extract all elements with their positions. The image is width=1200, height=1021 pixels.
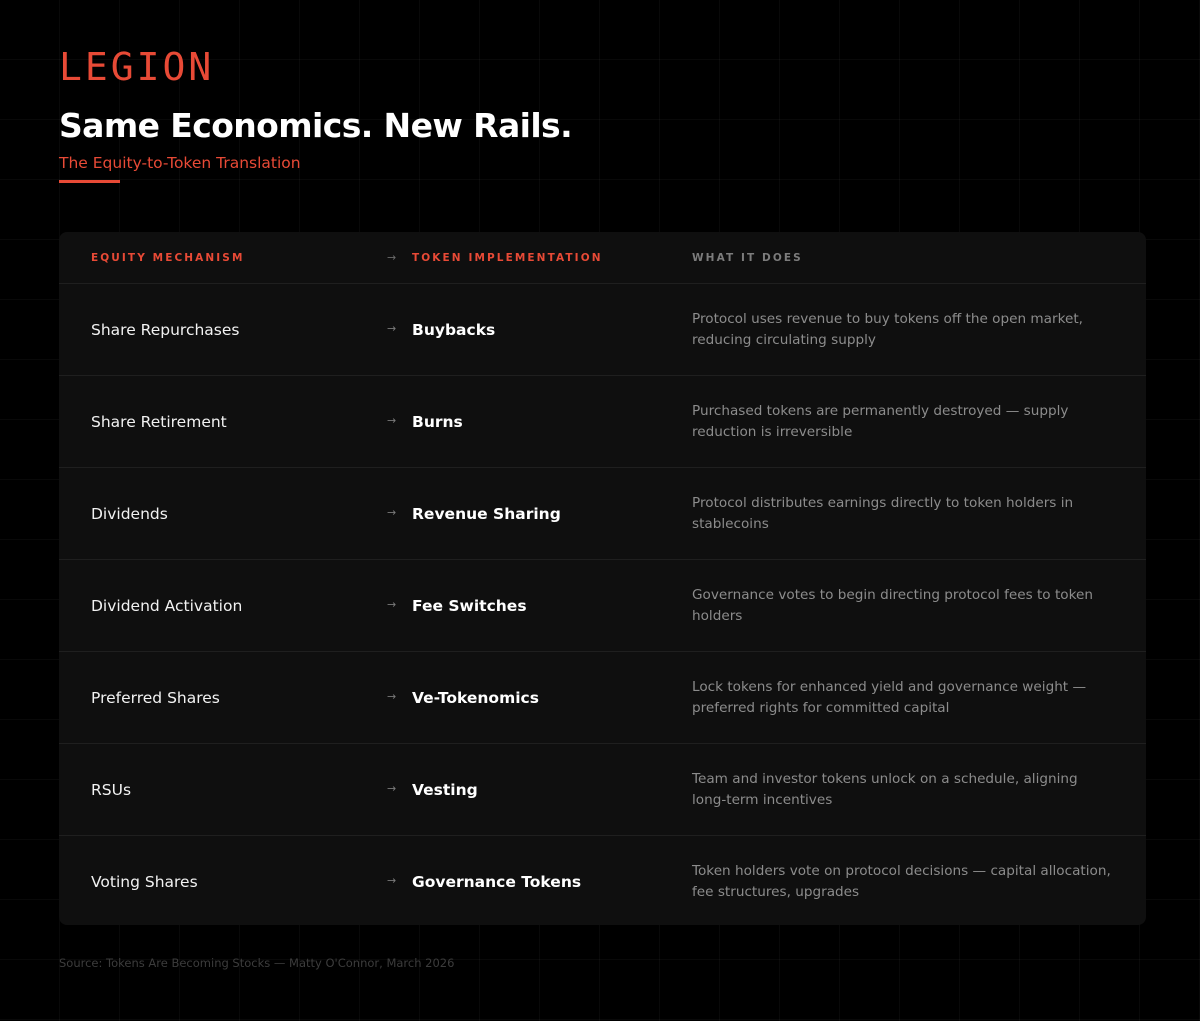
description-cell — [692, 284, 1112, 376]
token-implementation-cell: Revenue Sharing — [412, 505, 561, 523]
description-cell — [692, 652, 1112, 744]
token-implementation-cell: Vesting — [412, 781, 478, 799]
description-text: Lock tokens for enhanced yield and governance weight — preferred rights for committed capital — [692, 679, 1087, 716]
token-implementation-cell: Ve-Tokenomics — [412, 689, 539, 707]
legion-logo: LEGIΟN — [59, 45, 215, 89]
table-header — [59, 232, 1146, 284]
token-implementation-cell: Burns — [412, 413, 463, 431]
token-implementation-cell: Buybacks — [412, 321, 496, 339]
description-text: Team and investor tokens unlock on a schedule, aligning long-term incentives — [692, 771, 1078, 808]
description-cell — [692, 560, 1112, 652]
token-implementation-cell: Governance Tokens — [412, 873, 582, 891]
arrow-right-icon: → — [387, 781, 397, 795]
column-header-arrow: → — [387, 251, 397, 264]
description-cell — [692, 376, 1112, 468]
column-header-equity: EQUITY MECHANISM — [91, 252, 245, 264]
arrow-right-icon: → — [387, 413, 397, 427]
table-row — [59, 376, 1146, 468]
table-row — [59, 468, 1146, 560]
equity-mechanism-cell: Share Repurchases — [91, 321, 240, 339]
page-title: Same Economics. New Rails. — [59, 106, 573, 145]
description-cell — [692, 836, 1112, 928]
equity-mechanism-cell: Dividends — [91, 505, 168, 523]
description-text: Protocol uses revenue to buy tokens off the open market, reducing circulating supply — [692, 311, 1083, 348]
arrow-right-icon: → — [387, 321, 397, 335]
description-text: Protocol distributes earnings directly to token holders in stablecoins — [692, 495, 1074, 532]
description-text: Purchased tokens are permanently destroyed — supply reduction is irreversible — [692, 403, 1069, 440]
table-row — [59, 560, 1146, 652]
arrow-right-icon: → — [387, 873, 397, 887]
source-citation: Source: Tokens Are Becoming Stocks — Matty O'Connor, March 2026 — [59, 956, 455, 970]
table-row — [59, 652, 1146, 744]
table-row — [59, 284, 1146, 376]
page-subtitle: The Equity-to-Token Translation — [59, 154, 301, 172]
description-text: Governance votes to begin directing protocol fees to token holders — [692, 587, 1093, 624]
equity-mechanism-cell: RSUs — [91, 781, 132, 799]
equity-mechanism-cell: Voting Shares — [91, 873, 198, 891]
description-cell — [692, 744, 1112, 836]
accent-underline — [59, 180, 120, 183]
equity-mechanism-cell: Dividend Activation — [91, 597, 243, 615]
equity-mechanism-cell: Share Retirement — [91, 413, 227, 431]
token-implementation-cell: Fee Switches — [412, 597, 527, 615]
description-cell — [692, 468, 1112, 560]
column-header-description: WHAT IT DOES — [692, 252, 803, 264]
arrow-right-icon: → — [387, 597, 397, 611]
equity-mechanism-cell: Preferred Shares — [91, 689, 220, 707]
translation-table — [59, 232, 1146, 925]
arrow-right-icon: → — [387, 505, 397, 519]
description-text: Token holders vote on protocol decisions — capital allocation, fee structures, upgrades — [692, 863, 1111, 900]
arrow-right-icon: → — [387, 689, 397, 703]
table-row — [59, 836, 1146, 928]
column-header-token: TOKEN IMPLEMENTATION — [412, 252, 603, 264]
table-row — [59, 744, 1146, 836]
